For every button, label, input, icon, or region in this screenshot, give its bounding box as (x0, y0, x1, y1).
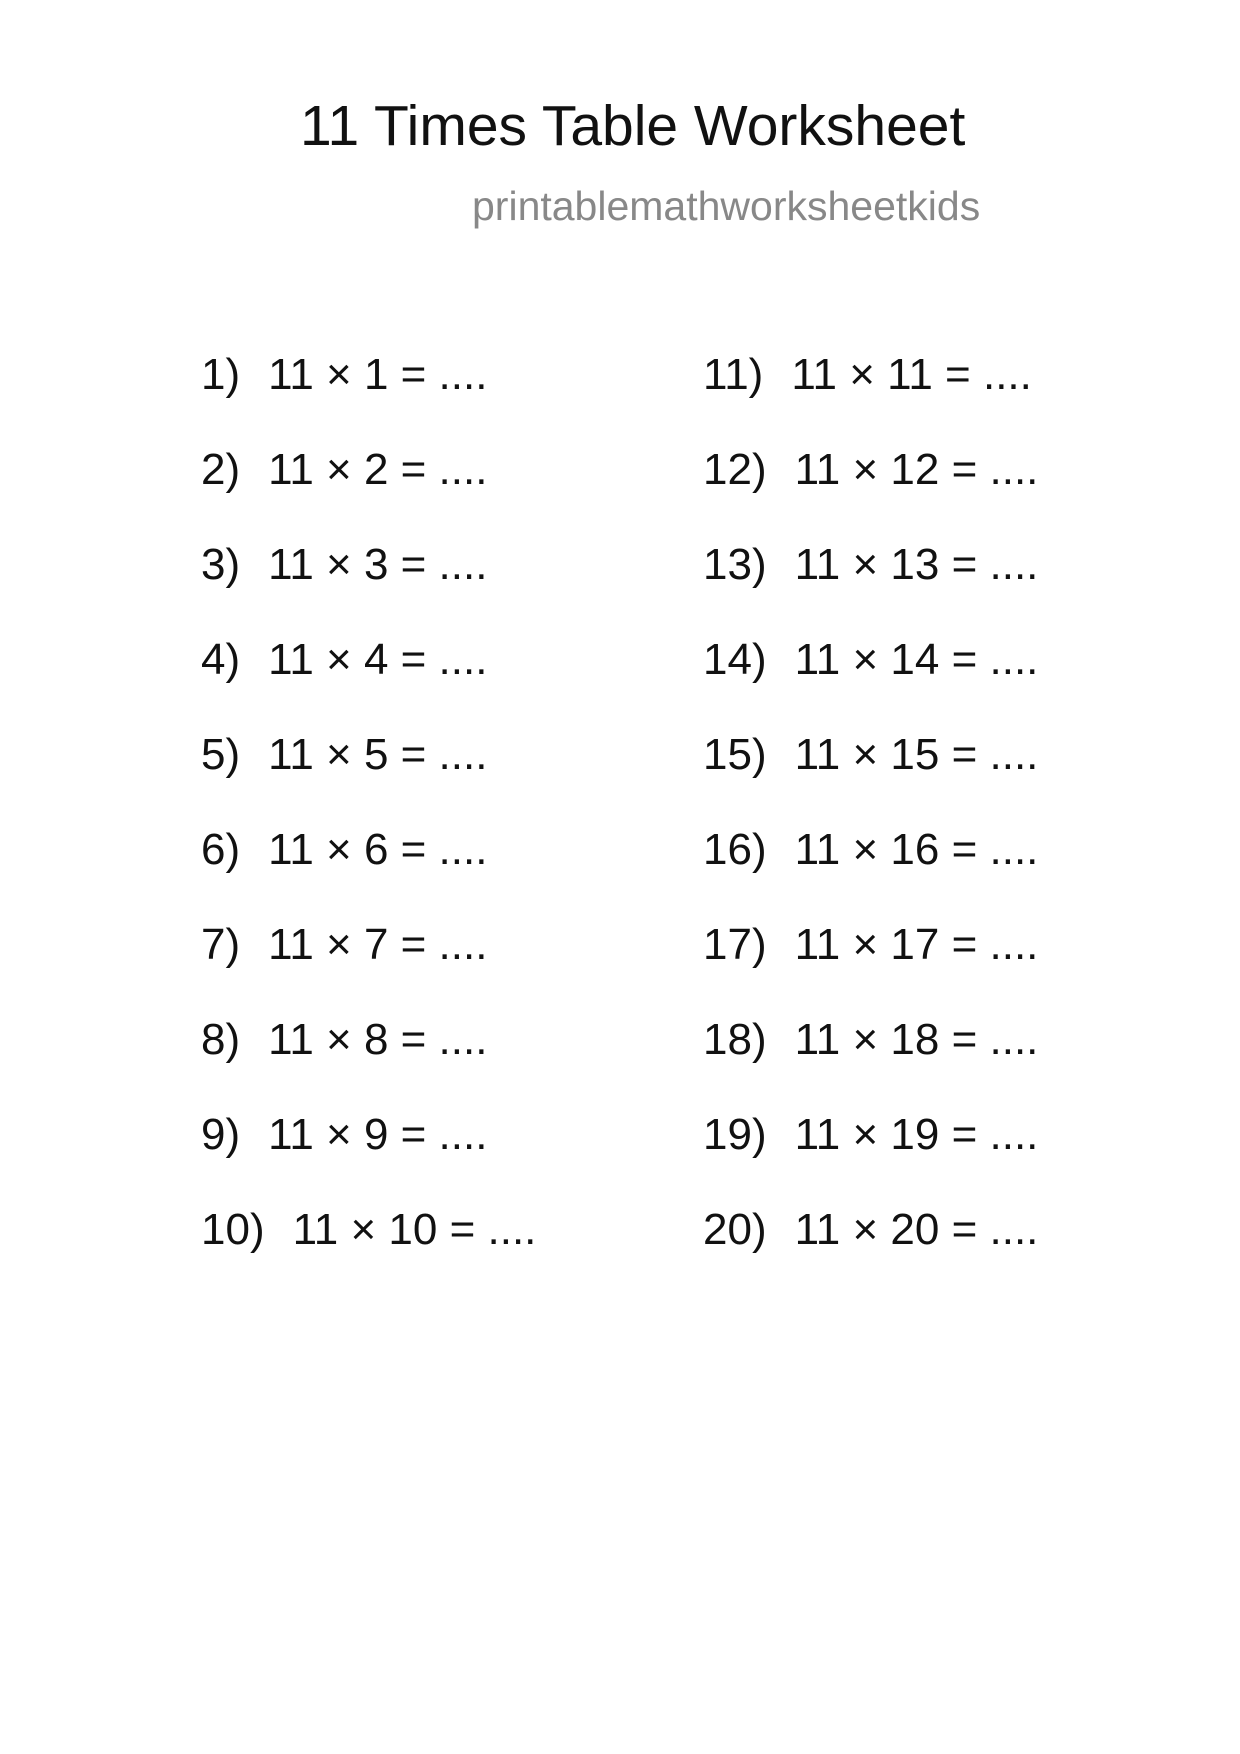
problem-item (703, 825, 1039, 923)
problem-number: 4) (201, 635, 241, 684)
problem-item (703, 1205, 1039, 1303)
problem-expression: 11 × 11 = .... (791, 350, 1032, 399)
problem-item (703, 635, 1039, 733)
problem-expression: 11 × 6 = .... (268, 825, 488, 874)
problem-item (703, 730, 1039, 828)
problem-number: 11) (703, 350, 764, 399)
problem-item (703, 1015, 1039, 1113)
problem-item (703, 350, 1038, 448)
problem-expression: 11 × 12 = .... (794, 445, 1039, 494)
problem-expression: 11 × 4 = .... (268, 635, 488, 684)
problem-expression: 11 × 16 = .... (794, 825, 1039, 874)
problem-item (201, 825, 536, 923)
problem-item (703, 1110, 1039, 1208)
problem-number: 18) (703, 1015, 767, 1064)
problem-expression: 11 × 13 = .... (794, 540, 1039, 589)
problem-expression: 11 × 2 = .... (268, 445, 488, 494)
problem-column-left (201, 350, 537, 1303)
problem-expression: 11 × 19 = .... (794, 1110, 1039, 1159)
problem-expression: 11 × 18 = .... (794, 1015, 1039, 1064)
problem-expression: 11 × 20 = .... (794, 1205, 1039, 1254)
problem-item (201, 1110, 536, 1208)
problem-expression: 11 × 1 = .... (268, 350, 488, 399)
problem-expression: 11 × 10 = .... (292, 1205, 537, 1254)
problem-number: 10) (201, 1205, 265, 1254)
problem-number: 6) (201, 825, 241, 874)
problem-number: 2) (201, 445, 241, 494)
problem-expression: 11 × 8 = .... (268, 1015, 488, 1064)
problem-number: 17) (703, 920, 767, 969)
problem-number: 8) (201, 1015, 241, 1064)
problem-number: 1) (201, 350, 241, 399)
problem-item (201, 445, 536, 543)
problem-expression: 11 × 5 = .... (268, 730, 488, 779)
page-title: 11 Times Table Worksheet (300, 94, 966, 158)
problem-number: 5) (201, 730, 241, 779)
problem-item (201, 1015, 536, 1113)
problem-number: 19) (703, 1110, 767, 1159)
problem-expression: 11 × 3 = .... (268, 540, 488, 589)
problem-expression: 11 × 15 = .... (794, 730, 1039, 779)
problem-number: 13) (703, 540, 767, 589)
problem-number: 14) (703, 635, 767, 684)
problem-item (201, 635, 536, 733)
problem-item (703, 445, 1039, 543)
problem-item (201, 920, 536, 1018)
problem-item (201, 730, 536, 828)
problem-expression: 11 × 14 = .... (794, 635, 1039, 684)
problem-item (201, 350, 536, 448)
problem-item (201, 540, 536, 638)
problem-number: 16) (703, 825, 767, 874)
problem-column-right (703, 350, 1039, 1303)
problem-item (703, 920, 1039, 1018)
problem-expression: 11 × 9 = .... (268, 1110, 488, 1159)
problem-number: 9) (201, 1110, 241, 1159)
problem-number: 7) (201, 920, 241, 969)
problem-expression: 11 × 17 = .... (794, 920, 1039, 969)
problem-expression: 11 × 7 = .... (268, 920, 488, 969)
site-name: printablemathworksheetkids (472, 183, 981, 229)
problem-number: 20) (703, 1205, 767, 1254)
problem-number: 12) (703, 445, 767, 494)
problem-number: 3) (201, 540, 241, 589)
problem-number: 15) (703, 730, 767, 779)
problem-item (703, 540, 1039, 638)
problem-item (201, 1205, 537, 1303)
